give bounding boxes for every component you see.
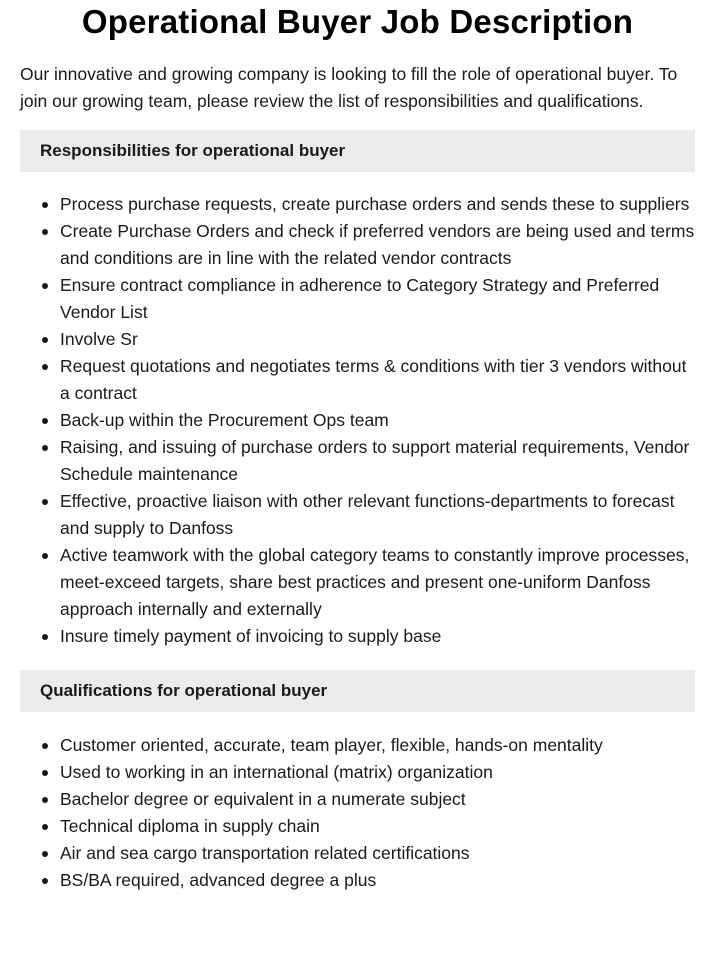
responsibilities-heading-label: Responsibilities for operational buyer <box>40 141 346 160</box>
list-item: Ensure contract compliance in adherence to Category Strategy and Preferred Vendor List <box>60 272 695 326</box>
list-item: Customer oriented, accurate, team player, flexible, hands-on mentality <box>60 732 695 759</box>
list-item: Effective, proactive liaison with other relevant functions-departments to forecast and supply to Danfoss <box>60 488 695 542</box>
list-item: Create Purchase Orders and check if preferred vendors are being used and terms and conditions are in line with the related vendor contracts <box>60 218 695 272</box>
intro-paragraph: Our innovative and growing company is looking to fill the role of operational buyer. To join our growing team, please review the list of responsibilities and qualifications. <box>20 64 678 111</box>
list-item: Insure timely payment of invoicing to supply base <box>60 623 695 650</box>
list-item: Request quotations and negotiates terms & conditions with tier 3 vendors without a contract <box>60 353 695 407</box>
qualifications-list <box>20 732 695 894</box>
list-item: Active teamwork with the global category teams to constantly improve processes, meet-exceed targets, share best practices and present one-uniform Danfoss approach internally and externally <box>60 542 695 623</box>
responsibilities-heading <box>20 130 695 172</box>
qualifications-heading <box>20 670 695 712</box>
responsibilities-list <box>20 191 695 650</box>
list-item: Involve Sr <box>60 326 695 353</box>
list-item: Air and sea cargo transportation related certifications <box>60 840 695 867</box>
list-item: Raising, and issuing of purchase orders to support material requirements, Vendor Schedule maintenance <box>60 434 695 488</box>
list-item: BS/BA required, advanced degree a plus <box>60 867 695 894</box>
list-item: Process purchase requests, create purchase orders and sends these to suppliers <box>60 191 695 218</box>
list-item: Back-up within the Procurement Ops team <box>60 407 695 434</box>
list-item: Bachelor degree or equivalent in a numerate subject <box>60 786 695 813</box>
list-item: Used to working in an international (matrix) organization <box>60 759 695 786</box>
list-item: Technical diploma in supply chain <box>60 813 695 840</box>
page-title: Operational Buyer Job Description <box>81 3 634 40</box>
qualifications-heading-label: Qualifications for operational buyer <box>40 681 328 700</box>
job-description-page <box>20 0 695 894</box>
